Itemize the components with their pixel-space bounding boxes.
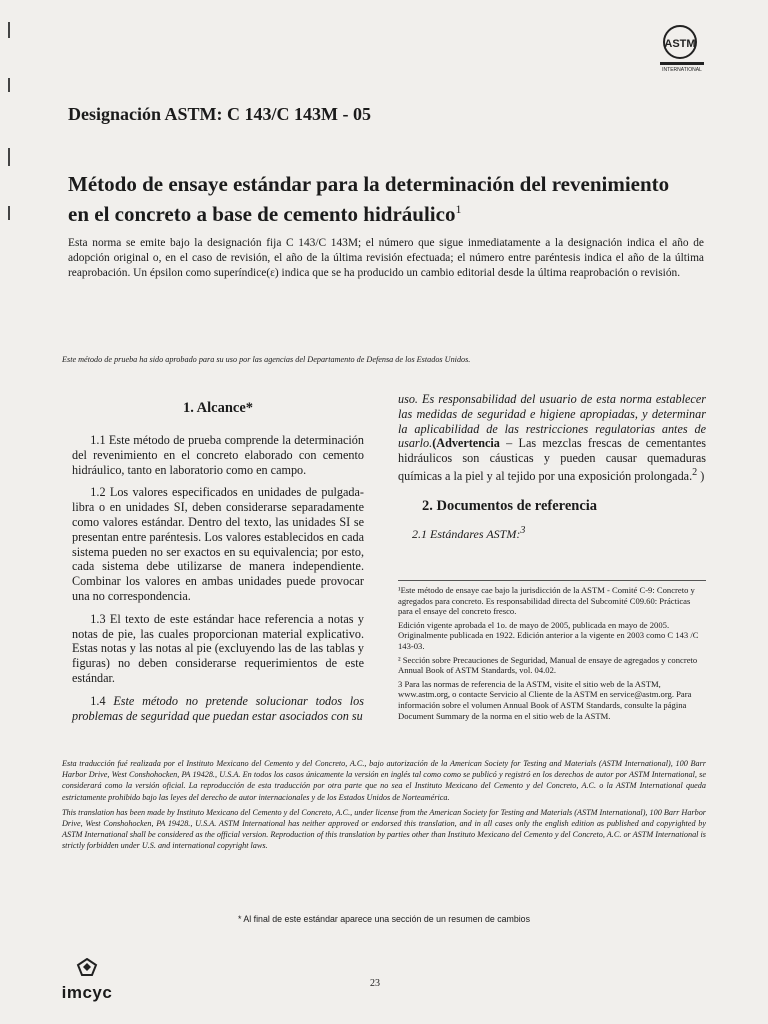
footnote: ² Sección sobre Precauciones de Seguridad, Manual de ensaye de agregados y concreto Annual Book of ASTM Standards, vol. 04.02.	[398, 654, 698, 676]
scan-margin-mark	[8, 22, 10, 38]
scan-margin-mark	[8, 78, 10, 92]
translation-notice	[62, 758, 706, 856]
section-heading-references: 2. Documentos de referencia	[422, 497, 598, 514]
translation-notice-en: This translation has been made by Instituto Mexicano del Cemento y del Concreto, A.C., under license from the American Society for Testing and Materials (ASTM International), 100 Barr Harbor Drive, West Conshohocken, PA 19428., U.S.A. ASTM International has neither approved or endorsed this translation, and in all cases only the english edition as published and copyrighted by ASTM International shall be considered as the official version. Reproduction of this translation by parties other than Instituto Mexicano del Cemento y del Concreto, A.C. or ASTM International is strictly forbidden under U.S. and international copyright laws.	[62, 807, 706, 851]
imcyc-logo	[52, 958, 122, 1003]
scan-margin-mark	[8, 148, 10, 166]
warning-footnote-ref: 2	[692, 466, 698, 478]
paragraph-1-4-text: Este método no pretende solucionar todos los problemas de seguridad que puedan estar asociados con su	[72, 693, 364, 723]
section-heading-scope: 1. Alcance*	[182, 400, 254, 416]
subsection-2-1-footnote-ref: 3	[520, 524, 526, 536]
paragraph-1-4	[72, 694, 364, 724]
subsection-2-1-text: 2.1 Estándares ASTM:	[412, 526, 521, 541]
warning-text: – Las mezclas frescas de cementantes hidráulicos son cáusticas y pueden causar quemaduras químicas a la piel y al tejido por una exposición prolongada.	[398, 436, 706, 484]
paragraph-1-1: 1.1 Este método de prueba comprende la determinación del revenimiento en el concreto elaborado con cemento hidráulico, tanto en laboratorio como en campo.	[72, 433, 364, 477]
translation-notice-es: Esta traducción fué realizada por el Instituto Mexicano del Cemento y del Concreto, A.C., bajo autorización de la American Society for Testing and Materials (ASTM International), 100 Barr Harbor Drive, West Conshohocken, PA 19428., U.S.A. En todos los casos únicamente la versión en inglés tal como como se publicó y registró en los derechos de autor por ASTM International, se considerará como la versión oficial. La reproducción de esta traducción por otra parte que no sea el Instituto Mexicano del Cemento y del Concreto, A.C. o la ASTM International queda estrictamente prohibido bajo las leyes del derecho de autor internacionales y de los Estados Unidos de Norteamérica.	[62, 759, 706, 802]
footnote: ¹Este método de ensaye cae bajo la jurisdicción de la ASTM - Comité C-9: Concreto y agregados para concreto. Es responsabilidad directa del Subcomité C09.60: Prácticas para el ensaye del concreto fresco.	[398, 585, 695, 617]
title-footnote-ref: 1	[455, 202, 462, 216]
astm-logo-subtext: INTERNATIONAL	[662, 67, 702, 73]
scan-margin-mark	[8, 206, 10, 220]
intro-paragraph: Esta norma se emite bajo la designación fija C 143/C 143M; el número que sigue inmediatamente a la designación indica el año de adopción original o, en el caso de revisión, el año de la última revisión efectuada; el número entre paréntesis indica el año de la última reaprobación. Un épsilon como superíndice(ε) indica que se ha producido un cambio editorial desde la última reaprobación o revisión.	[68, 237, 704, 279]
astm-logo	[656, 22, 708, 74]
changes-summary-note: * Al final de este estándar aparece una sección de un resumen de cambios	[238, 914, 530, 924]
right-column	[398, 392, 706, 542]
imcyc-emblem-icon	[76, 958, 98, 976]
warning-label: (Advertencia	[432, 436, 500, 451]
paragraph-1-3: 1.3 El texto de este estándar hace referencia a notas y notas de pie, las cuales proporcionan material explicativo. Estas notas y las notas al pie (excluyendo las de las tablas y figuras) no deben considerarse requerimientos de este estándar.	[72, 611, 364, 685]
footnote: Edición vigente aprobada el 1o. de mayo de 2005, publicada en mayo de 2005. Originalmente publicada en 1922. Edición anterior a la vigente en 2003 como C 143 /C 143-03.	[398, 619, 699, 651]
defense-approval-note: Este método de prueba ha sido aprobado para su uso por las agencias del Departamento de Defensa de los Estados Unidos.	[62, 355, 471, 364]
paragraph-1-4-number: 1.4	[90, 693, 106, 708]
footnote: 3 Para las normas de referencia de la ASTM, visite el sitio web de la ASTM, www.astm.org, o contacte Servicio al Cliente de la ASTM en service@astm.org. Para información sobre el volumen Annual Book of ASTM Standards, consulte la página Document Summary de la norma en el sitio web de la ASTM.	[398, 678, 692, 721]
footnotes	[398, 580, 706, 724]
document-title	[68, 172, 688, 227]
page-number: 23	[370, 978, 380, 989]
designation: Designación ASTM: C 143/C 143M - 05	[68, 104, 371, 124]
paragraph-1-4-continued	[398, 392, 706, 484]
left-column	[72, 400, 364, 731]
paragraph-1-2: 1.2 Los valores especificados en unidades de pulgada-libra o en unidades SI, deben considerarse separadamente como valores estándar. Dentro del texto, las unidades SI se presentan entre paréntesis. Los valores establecidos en cada sistema pueden no ser exactos en su equivalencia; por esto, cada sistema debe utilizarse de manera independiente. Combinar los valores en ambas unidades puede provocar una no correspondencia.	[72, 485, 364, 603]
warning-close: )	[697, 469, 705, 484]
astm-logo-text: ASTM	[664, 38, 696, 50]
title-text: Método de ensaye estándar para la determinación del revenimiento en el concreto a base de cemento hidráulico	[68, 172, 670, 226]
imcyc-wordmark: imcyc	[61, 983, 113, 1002]
subsection-astm-standards	[398, 525, 706, 542]
safety-text: uso. Es responsabilidad del usuario de esta norma establecer las medidas de seguridad e higiene apropiadas, y determinar la aplicabilidad de las restricciones regulatorias antes de usarlo.	[398, 392, 706, 451]
